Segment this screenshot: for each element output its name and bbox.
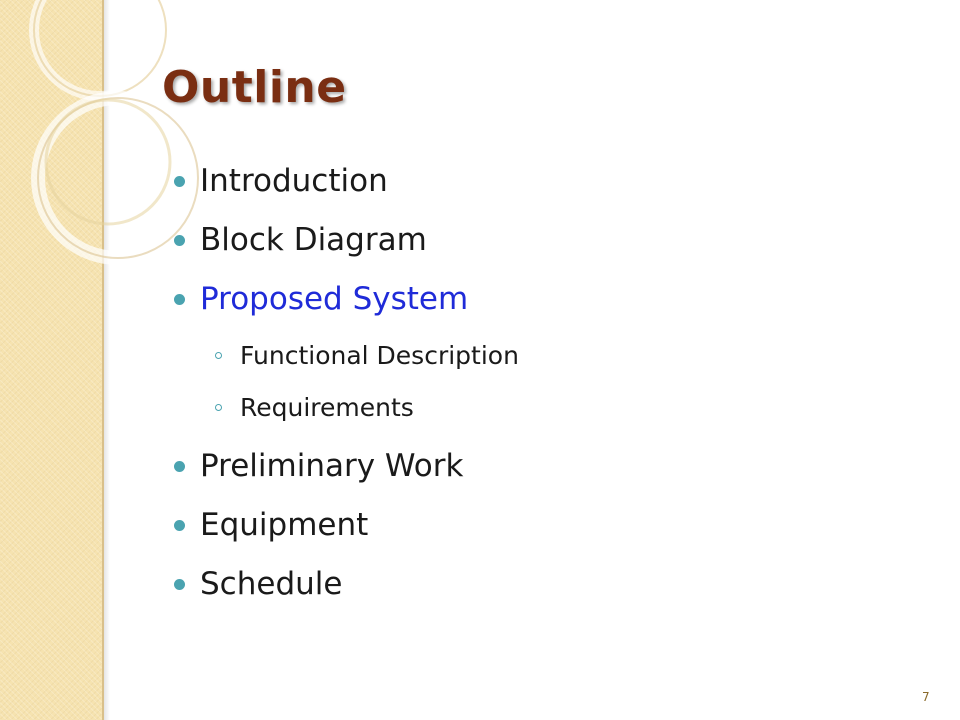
bullet-label: Equipment (200, 507, 369, 543)
page-number: 7 (922, 690, 930, 704)
bullet-label-highlighted: Proposed System (200, 281, 469, 317)
bullet-item-highlighted (160, 281, 468, 317)
bullet-dot-icon (174, 461, 185, 472)
bullet-item (160, 222, 427, 258)
bullet-label: Schedule (200, 566, 343, 602)
sub-bullet-item (160, 341, 519, 370)
sub-bullet-item (160, 393, 414, 422)
bullet-item (160, 566, 342, 602)
bullet-dot-icon (174, 294, 185, 305)
bullet-label: Block Diagram (200, 222, 427, 258)
bullet-item (160, 163, 388, 199)
bullet-label: Preliminary Work (200, 448, 464, 484)
sub-bullet-ring-icon (215, 352, 222, 359)
bullet-dot-icon (174, 235, 185, 246)
bullet-item (160, 507, 368, 543)
sub-bullet-label: Requirements (240, 393, 414, 422)
sub-bullet-label: Functional Description (240, 341, 519, 370)
decorative-rings-graphic (0, 0, 180, 260)
bullet-dot-icon (174, 579, 185, 590)
bullet-item (160, 448, 463, 484)
sub-bullet-ring-icon (215, 404, 222, 411)
bullet-label: Introduction (200, 163, 388, 199)
slide-title: Outline (162, 62, 347, 113)
bullet-dot-icon (174, 176, 185, 187)
bullet-list (160, 0, 920, 720)
bullet-dot-icon (174, 520, 185, 531)
